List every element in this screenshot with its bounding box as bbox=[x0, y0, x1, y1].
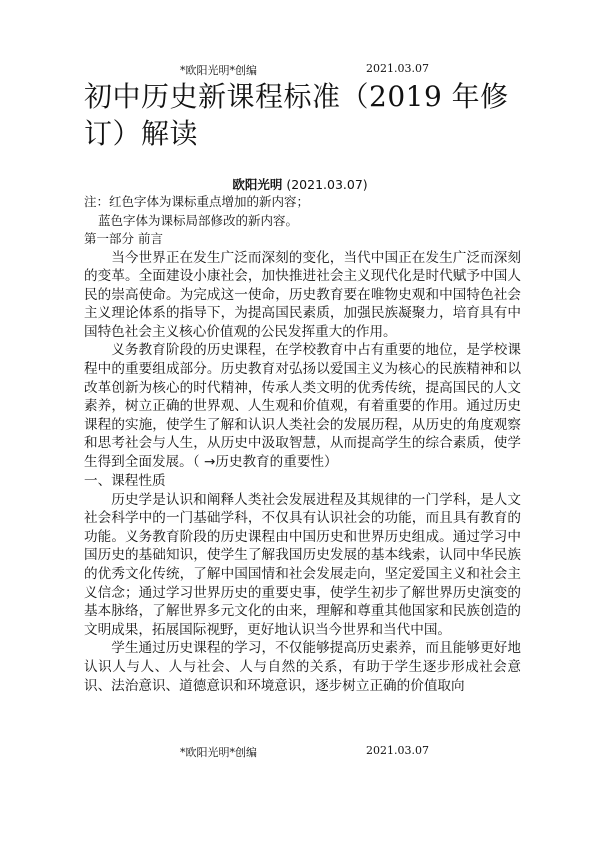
part1-heading: 第一部分 前言 bbox=[84, 231, 163, 246]
header-author: *欧阳光明*创编 bbox=[180, 64, 257, 77]
paragraph-1: 当今世界正在发生广泛而深刻的变化，当代中国正在发生广泛而深刻的变革。全面建设小康社会，加快推进社会主义现代化是时代赋予中国人民的崇高使命。为完成这一使命，历史教育要在唯物史观和中国特色社会主义理论体系的指导下，为提高国民素质，加强民族凝聚力，培育具有中国特色社会主义核心价值观的公民发挥重大的作用。 bbox=[84, 249, 521, 340]
note-blue: 蓝色字体为课标局部修改的新内容。 bbox=[98, 212, 299, 228]
header-date: 2021.03.07 bbox=[366, 62, 429, 75]
page-footer bbox=[180, 744, 440, 760]
byline-name: 欧阳光明 bbox=[232, 177, 283, 192]
byline bbox=[0, 175, 600, 193]
paragraph-4: 学生通过历史课程的学习，不仅能够提高历史素养，而且能够更好地认识人与人、人与社会、人与自然的关系，有助于学生逐步形成社会意识、法治意识、道德意识和环境意识，逐步树立正确的价值取向 bbox=[84, 640, 521, 694]
footer-author: *欧阳光明*创编 bbox=[180, 746, 257, 759]
page-header bbox=[180, 62, 440, 78]
paragraph-3: 历史学是认识和阐释人类社会发展进程及其规律的一门学科，是人文社会科学中的一门基础学科，不仅具有认识社会的功能，而且具有教育的功能。义务教育阶段的历史课程由中国历史和世界历史组成。通过学习中国历史的基础知识，使学生了解我国历史发展的基本线索，认同中华民族的优秀文化传统，了解中国国情和社会发展走向，坚定爱国主义和社会主义信念；通过学习世界历史的重要史事，使学生初步了解世界历史演变的基本脉络，了解世界多元文化的由来，理解和尊重其他国家和民族创造的文明成果，拓展国际视野，更好地认识当今世界和当代中国。 bbox=[84, 491, 521, 638]
section1-heading: 一、课程性质 bbox=[84, 472, 166, 489]
note-red: 注：红色字体为课标重点增加的新内容； bbox=[84, 194, 310, 209]
footer-date: 2021.03.07 bbox=[366, 744, 429, 757]
document-title: 初中历史新课程标准（2019 年修订）解读 bbox=[84, 80, 509, 150]
document-body bbox=[84, 193, 521, 695]
paragraph-2: 义务教育阶段的历史课程，在学校教育中占有重要的地位，是学校课程中的重要组成部分。历史教育对弘扬以爱国主义为核心的民族精神和以改革创新为核心的时代精神，传承人类文明的优秀传统，提高国民的人文素养，树立正确的世界观、人生观和价值观，有着重要的作用。通过历史课程的实施，使学生了解和认识人类社会的发展历程，从历史的角度观察和思考社会与人生，从历史中汲取智慧，从而提高学生的综合素质，使学生得到全面发展。（ →历史教育的重要性） bbox=[84, 342, 521, 471]
byline-date: (2021.03.07) bbox=[286, 177, 368, 192]
